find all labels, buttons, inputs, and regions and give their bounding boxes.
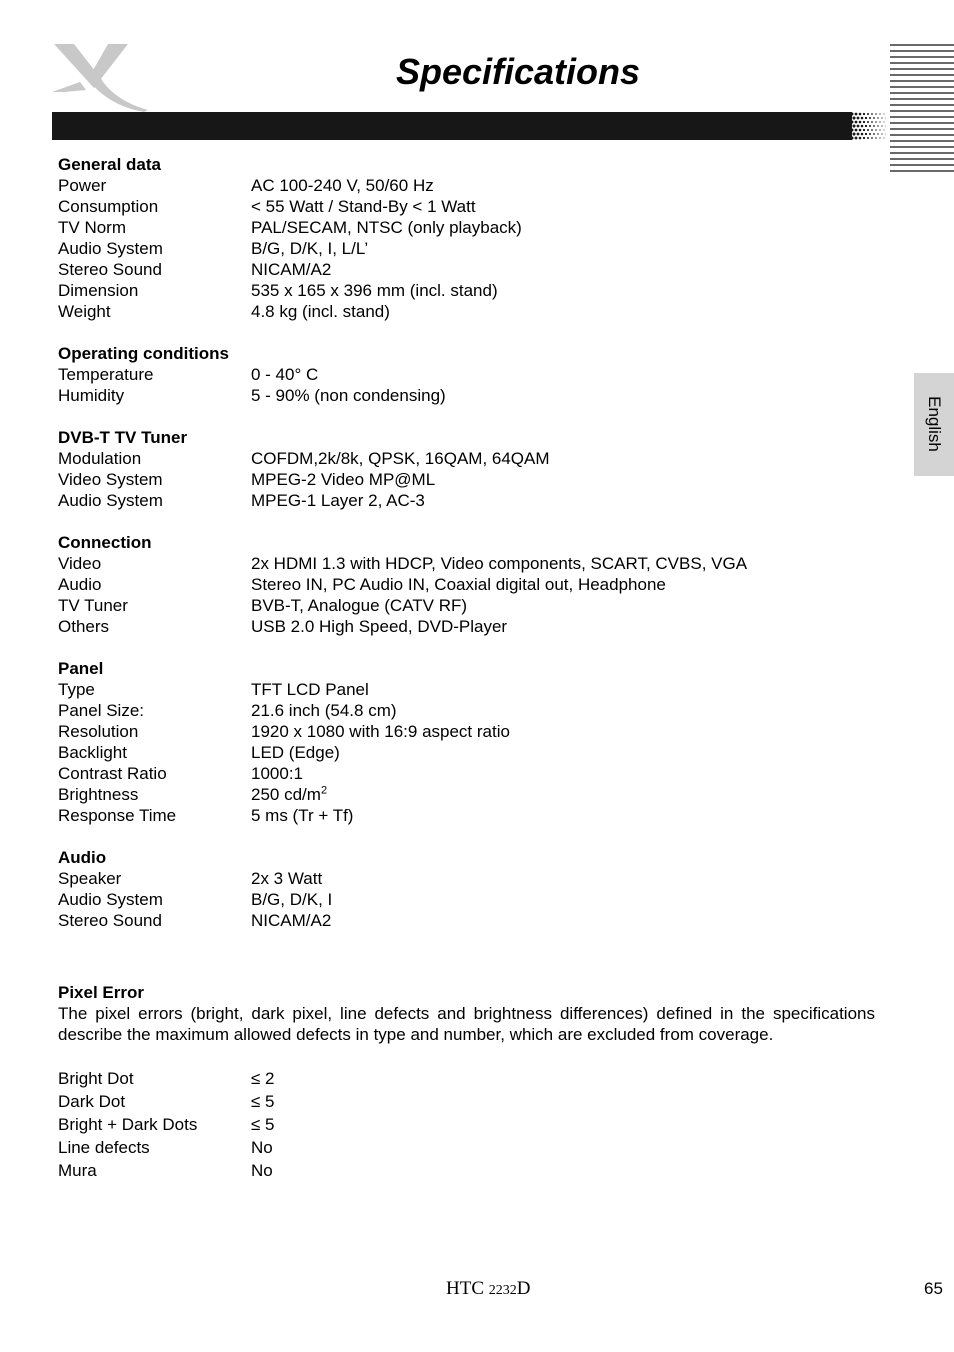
spec-value: No <box>251 1138 273 1157</box>
section-heading: Operating conditions <box>58 344 229 363</box>
spec-label: Bright + Dark Dots <box>58 1115 198 1134</box>
spec-label: Contrast Ratio <box>58 764 167 783</box>
pixel-error-list <box>58 1067 875 1182</box>
spec-value: MPEG-1 Layer 2, AC-3 <box>251 491 425 510</box>
spec-label: Humidity <box>58 386 125 405</box>
spec-row <box>58 742 875 763</box>
spec-label: Stereo Sound <box>58 911 162 930</box>
spec-value: NICAM/A2 <box>251 260 332 279</box>
spec-value: 5 - 90% (non condensing) <box>251 386 446 405</box>
spec-label: Audio System <box>58 491 163 510</box>
section-connection <box>58 532 875 637</box>
spec-value: ≤ 2 <box>251 1069 275 1088</box>
spec-value: NICAM/A2 <box>251 911 332 930</box>
superscript: 2 <box>320 784 328 797</box>
spec-row <box>58 448 875 469</box>
spec-label: Response Time <box>58 806 177 825</box>
spec-label: Backlight <box>58 743 127 762</box>
footer-model-name <box>446 1278 530 1300</box>
spec-label: TV Norm <box>58 218 126 237</box>
footer-model-suffix: D <box>516 1278 531 1299</box>
spec-value: AC 100-240 V, 50/60 Hz <box>251 176 434 195</box>
spec-label: Type <box>58 680 95 699</box>
spec-label: Mura <box>58 1161 97 1180</box>
spec-row <box>58 763 875 784</box>
spec-label: Dark Dot <box>58 1092 126 1111</box>
spec-value: 1000:1 <box>251 764 303 783</box>
page-title: Specifications <box>395 51 641 92</box>
spec-value: PAL/SECAM, NTSC (only playback) <box>251 218 522 237</box>
spec-row <box>58 1159 875 1182</box>
spec-label: Resolution <box>58 722 139 741</box>
language-tab-label: English <box>925 396 944 452</box>
section-audio <box>58 847 875 931</box>
spec-label: Line defects <box>58 1138 150 1157</box>
spec-value: 2x 3 Watt <box>251 869 323 888</box>
spec-label: Power <box>58 176 107 195</box>
spec-row <box>58 574 875 595</box>
spec-row <box>58 259 875 280</box>
spec-value: ≤ 5 <box>251 1115 275 1134</box>
spec-row <box>58 553 875 574</box>
spec-row <box>58 364 875 385</box>
spec-value: TFT LCD Panel <box>251 680 369 699</box>
spec-row <box>58 805 875 826</box>
spec-value: LED (Edge) <box>251 743 340 762</box>
language-tab <box>914 373 954 476</box>
section-panel <box>58 658 875 826</box>
spec-value: 4.8 kg (incl. stand) <box>251 302 390 321</box>
spec-label: Dimension <box>58 281 139 300</box>
spec-value: USB 2.0 High Speed, DVD-Player <box>251 617 508 636</box>
spec-value: ≤ 5 <box>251 1092 275 1111</box>
spec-row <box>58 868 875 889</box>
spec-content <box>58 154 875 1182</box>
spec-row <box>58 1090 875 1113</box>
spec-label: TV Tuner <box>58 596 128 615</box>
section-heading: DVB-T TV Tuner <box>58 428 188 447</box>
spec-row <box>58 175 875 196</box>
spec-row <box>58 1113 875 1136</box>
spec-value: Stereo IN, PC Audio IN, Coaxial digital out, Headphone <box>251 575 666 594</box>
spec-value: 21.6 inch (54.8 cm) <box>251 701 397 720</box>
spec-row <box>58 280 875 301</box>
spec-value: MPEG-2 Video MP@ML <box>251 470 436 489</box>
brightness-value: 250 cd/m <box>251 785 321 804</box>
spec-row <box>58 1136 875 1159</box>
section-heading: Connection <box>58 533 152 552</box>
spec-row <box>58 217 875 238</box>
spec-row <box>58 469 875 490</box>
pixel-error-paragraph: The pixel errors (bright, dark pixel, line defects and brightness differences) defined in the specifications describe the maximum allowed defects in type and number, which are excluded from coverage. <box>58 1004 875 1044</box>
spec-row <box>58 784 875 805</box>
section-heading: Audio <box>58 848 107 867</box>
spec-label: Temperature <box>58 365 154 384</box>
section-dvb-t-tuner <box>58 427 875 511</box>
spec-value: 5 ms (Tr + Tf) <box>251 806 354 825</box>
spec-row <box>58 721 875 742</box>
section-general-data <box>58 154 875 322</box>
spec-row <box>58 490 875 511</box>
spec-label: Speaker <box>58 869 122 888</box>
footer-model-prefix: HTC <box>446 1278 484 1299</box>
spec-row <box>58 700 875 721</box>
spec-label: Brightness <box>58 785 139 804</box>
spec-label: Others <box>58 617 110 636</box>
section-heading: Pixel Error <box>58 983 144 1002</box>
spec-row <box>58 889 875 910</box>
spec-value: B/G, D/K, I <box>251 890 333 909</box>
spec-row <box>58 616 875 637</box>
page-number: 65 <box>924 1279 943 1298</box>
section-heading: Panel <box>58 659 104 678</box>
spec-label: Consumption <box>58 197 159 216</box>
spec-row <box>58 301 875 322</box>
spec-value: 535 x 165 x 396 mm (incl. stand) <box>251 281 498 300</box>
spec-value: BVB-T, Analogue (CATV RF) <box>251 596 468 615</box>
spec-value: B/G, D/K, I, L/L’ <box>251 239 369 258</box>
spec-label: Audio System <box>58 239 163 258</box>
spec-label: Stereo Sound <box>58 260 162 279</box>
spec-row <box>58 910 875 931</box>
spec-row <box>58 679 875 700</box>
section-pixel-error <box>58 982 875 1182</box>
spec-value: 0 - 40° C <box>251 365 319 384</box>
section-operating-conditions <box>58 343 875 406</box>
spec-label: Bright Dot <box>58 1069 134 1088</box>
spec-value: 2x HDMI 1.3 with HDCP, Video components, SCART, CVBS, VGA <box>251 554 748 573</box>
spec-label: Video System <box>58 470 163 489</box>
corner-stripes-decoration <box>890 44 954 172</box>
spec-row <box>58 595 875 616</box>
spec-row <box>58 238 875 259</box>
footer-model-number: 2232 <box>488 1283 517 1298</box>
spec-label: Audio <box>58 575 102 594</box>
section-heading: General data <box>58 155 161 174</box>
header-bar <box>52 112 852 140</box>
spec-row <box>58 1067 875 1090</box>
spec-value: 1920 x 1080 with 16:9 aspect ratio <box>251 722 510 741</box>
spec-label: Video <box>58 554 102 573</box>
spec-value: No <box>251 1161 273 1180</box>
spec-row <box>58 196 875 217</box>
spec-value <box>251 784 875 805</box>
spec-value: < 55 Watt / Stand-By < 1 Watt <box>251 197 476 216</box>
spec-label: Weight <box>58 302 111 321</box>
spec-label: Audio System <box>58 890 163 909</box>
spec-value: COFDM,2k/8k, QPSK, 16QAM, 64QAM <box>251 449 550 468</box>
spec-label: Panel Size: <box>58 701 144 720</box>
spec-label: Modulation <box>58 449 142 468</box>
halftone-dots-decoration <box>842 112 886 140</box>
spec-row <box>58 385 875 406</box>
